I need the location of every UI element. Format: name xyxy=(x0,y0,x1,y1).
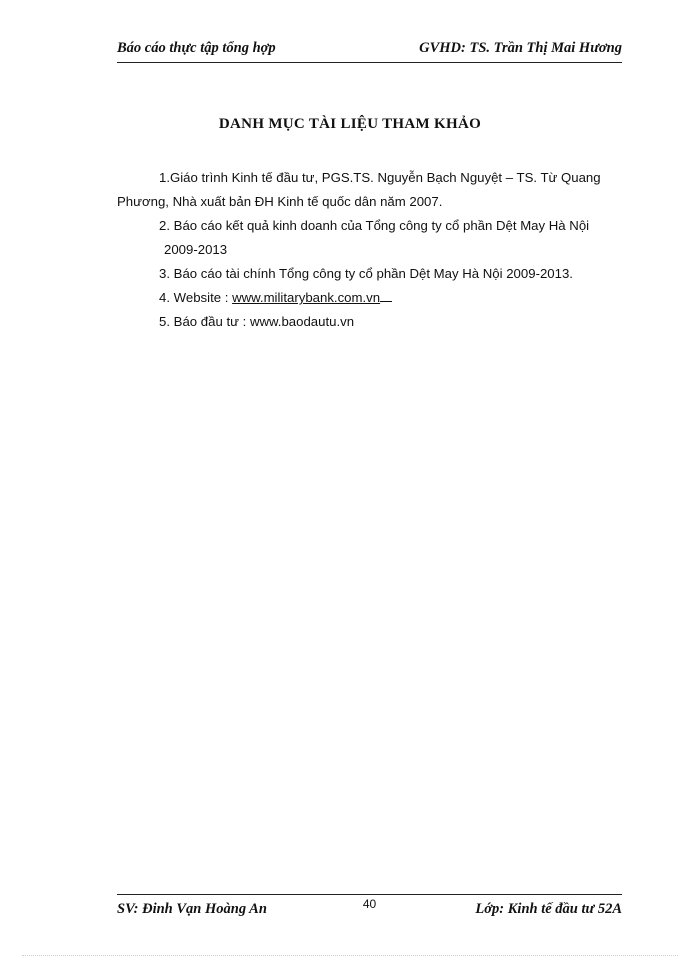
link-underline-tail xyxy=(380,290,392,302)
reference-4-prefix: 4. Website : xyxy=(159,290,233,305)
page-title: DANH MỤC TÀI LIỆU THAM KHẢO xyxy=(218,116,482,132)
reference-2-line-1: 2. Báo cáo kết quả kinh doanh của Tổng công ty cổ phần Dệt May Hà Nội xyxy=(159,218,590,233)
reference-4 xyxy=(117,286,623,310)
reference-list xyxy=(117,166,623,334)
page-footer xyxy=(117,894,622,921)
header-supervisor: GVHD: TS. Trần Thị Mai Hương xyxy=(419,40,622,56)
reference-4-link[interactable]: www.militarybank.com.vn xyxy=(232,290,381,305)
reference-2-line-2: 2009-2013 xyxy=(164,242,228,257)
reference-5: 5. Báo đầu tư : www.baodautu.vn xyxy=(159,314,355,329)
page-number: 40 xyxy=(362,897,377,911)
footer-class: Lớp: Kinh tế đầu tư 52A xyxy=(475,901,622,917)
reference-1-line-1: 1.Giáo trình Kinh tế đầu tư, PGS.TS. Nguyễn Bạch Nguyệt – TS. Từ Quang xyxy=(159,170,601,185)
page-edge-divider xyxy=(22,955,678,956)
reference-1-line-2: Phương, Nhà xuất bản ĐH Kinh tế quốc dân năm 2007. xyxy=(117,194,443,209)
header-report-title: Báo cáo thực tập tổng hợp xyxy=(117,40,276,56)
reference-3: 3. Báo cáo tài chính Tổng công ty cổ phần Dệt May Hà Nội 2009-2013. xyxy=(159,266,573,281)
footer-student: SV: Đinh Vạn Hoàng An xyxy=(117,901,267,917)
page-header xyxy=(117,38,622,63)
